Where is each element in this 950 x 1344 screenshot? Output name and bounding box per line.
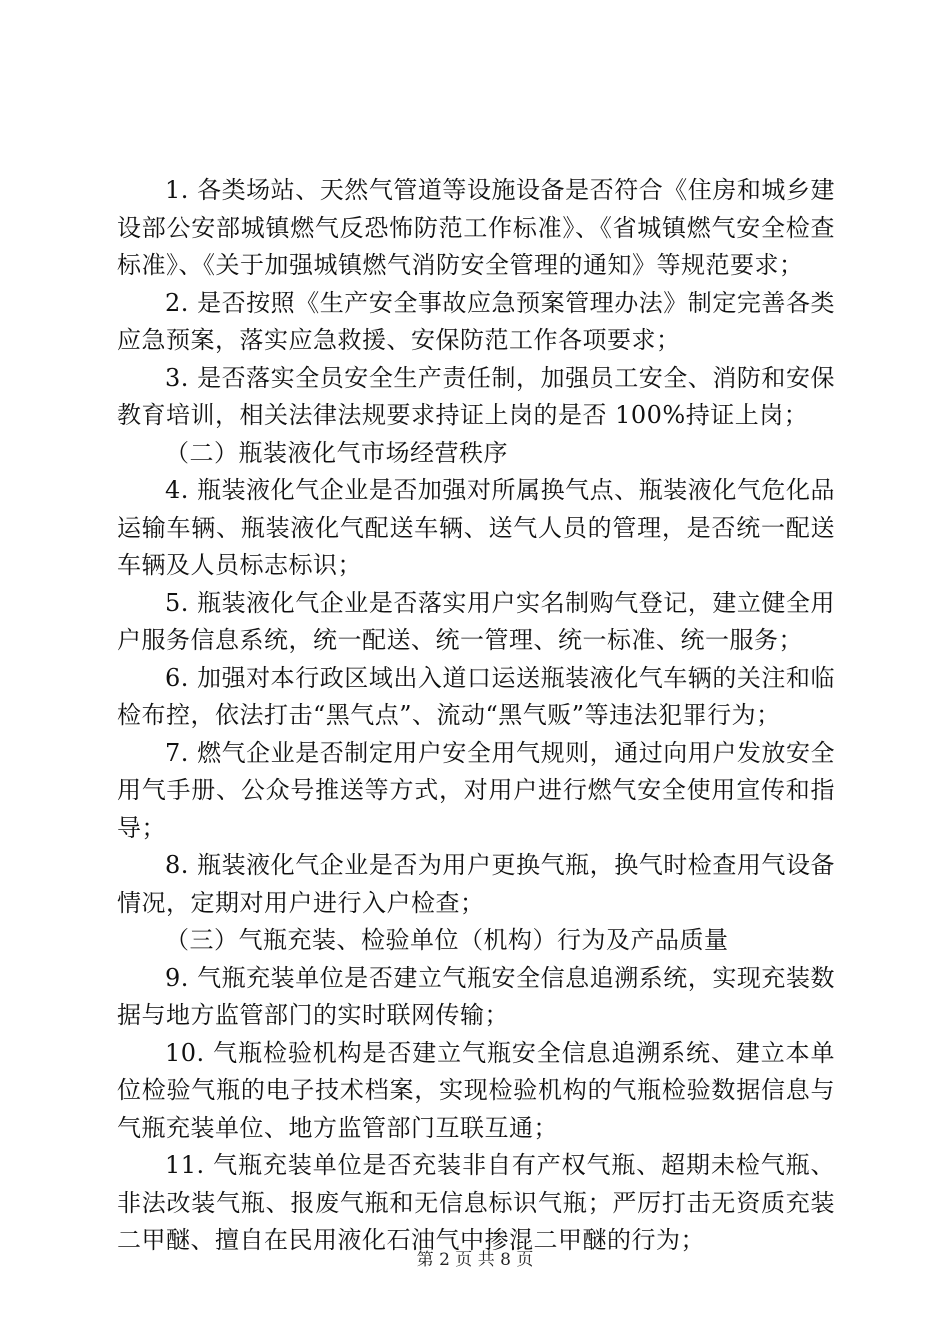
paragraph-item-2: 2. 是否按照《生产安全事故应急预案管理办法》制定完善各类应急预案，落实应急救援、安保防范工作各项要求；	[117, 288, 835, 354]
paragraph-item-11: 11. 气瓶充装单位是否充装非自有产权气瓶、超期未检气瓶、非法改装气瓶、报废气瓶和无信息标识气瓶；严厉打击无资质充装二甲醚、擅自在民用液化石油气中掺混二甲醚的行为；	[117, 1151, 835, 1254]
paragraph-item-9: 9. 气瓶充装单位是否建立气瓶安全信息追溯系统，实现充装数据与地方监管部门的实时联网传输；	[117, 963, 835, 1029]
page-footer: 第 2 页 共 8 页	[416, 1250, 534, 1270]
paragraph-item-10: 10. 气瓶检验机构是否建立气瓶安全信息追溯系统、建立本单位检验气瓶的电子技术档案，实现检验机构的气瓶检验数据信息与气瓶充装单位、地方监管部门互联互通；	[117, 1038, 835, 1142]
document-body	[117, 172, 835, 1260]
paragraph-item-6: 6. 加强对本行政区域出入道口运送瓶装液化气车辆的关注和临检布控，依法打击“黑气点”、流动“黑气贩”等违法犯罪行为；	[117, 663, 835, 729]
paragraph-item-3: 3. 是否落实全员安全生产责任制，加强员工安全、消防和安保教育培训，相关法律法规要求持证上岗的是否 100%持证上岗；	[117, 363, 835, 429]
paragraph-item-4: 4. 瓶装液化气企业是否加强对所属换气点、瓶装液化气危化品运输车辆、瓶装液化气配送车辆、送气人员的管理，是否统一配送车辆及人员标志标识；	[117, 476, 835, 579]
paragraph-item-7: 7. 燃气企业是否制定用户安全用气规则，通过向用户发放安全用气手册、公众号推送等方式，对用户进行燃气安全使用宣传和指导；	[117, 738, 835, 842]
section-heading-2: （二）瓶装液化气市场经营秩序	[165, 438, 508, 467]
paragraph-item-5: 5. 瓶装液化气企业是否落实用户实名制购气登记，建立健全用户服务信息系统，统一配送、统一管理、统一标准、统一服务；	[117, 588, 835, 654]
paragraph-item-8: 8. 瓶装液化气企业是否为用户更换气瓶，换气时检查用气设备情况，定期对用户进行入户检查；	[117, 851, 835, 917]
section-heading-3: （三）气瓶充装、检验单位（机构）行为及产品质量	[165, 926, 729, 954]
paragraph-item-1: 1. 各类场站、天然气管道等设施设备是否符合《住房和城乡建设部公安部城镇燃气反恐怖防范工作标准》、《省城镇燃气安全检查标准》、《关于加强城镇燃气消防安全管理的通知》等规范要求；	[117, 176, 835, 279]
